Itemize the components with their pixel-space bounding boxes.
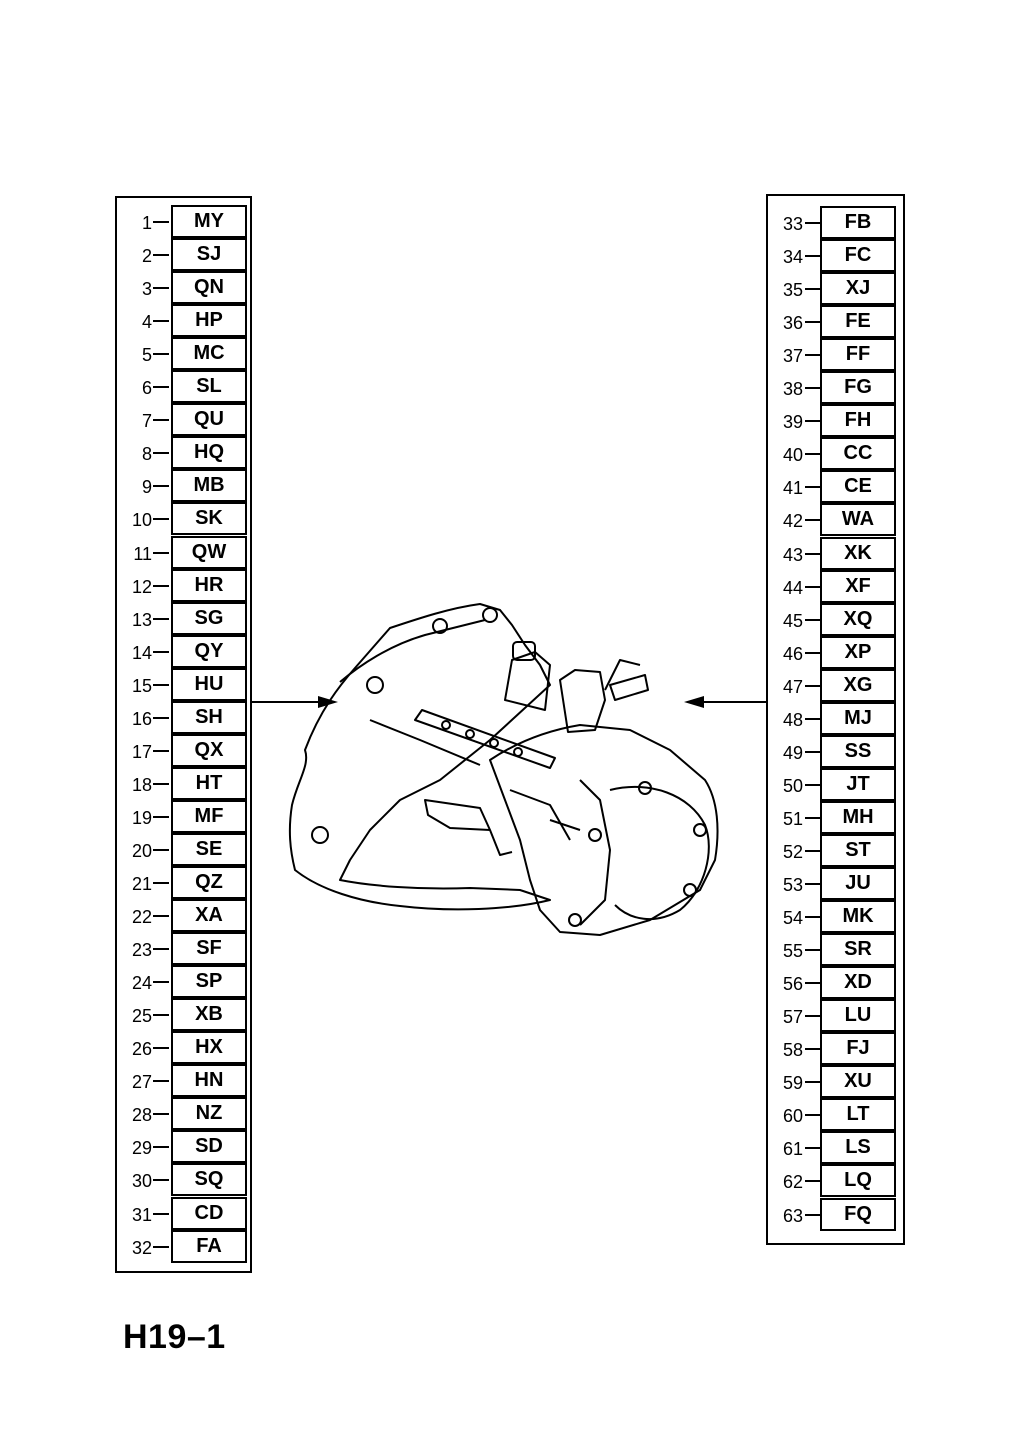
code-box: CE	[820, 470, 896, 503]
code-box: FF	[820, 338, 896, 371]
code-box: FH	[820, 404, 896, 437]
item-number: 32	[131, 1237, 152, 1258]
item-number: 62	[782, 1172, 803, 1193]
code-box: XB	[171, 998, 247, 1031]
item-number: 2	[141, 246, 152, 267]
item-number: 9	[141, 477, 152, 498]
gearbox-illustration	[250, 590, 730, 960]
item-number: 33	[782, 214, 803, 234]
item-number: 37	[782, 346, 803, 367]
lower-mount-arm	[425, 800, 490, 830]
bell-housing-outline	[290, 604, 550, 909]
item-number: 27	[131, 1072, 152, 1093]
item-number: 43	[782, 544, 803, 565]
code-box: SL	[171, 370, 247, 403]
code-box: FB	[820, 206, 896, 239]
item-number: 57	[782, 1007, 803, 1028]
item-number: 44	[782, 577, 803, 598]
code-box: HU	[171, 668, 247, 701]
code-box: XA	[171, 899, 247, 932]
mount-hole	[312, 827, 328, 843]
item-number: 61	[782, 1139, 803, 1160]
selector-housing	[560, 670, 605, 732]
code-box: FC	[820, 239, 896, 272]
item-number: 50	[782, 775, 803, 796]
code-box: XF	[820, 570, 896, 603]
code-box: MF	[171, 800, 247, 833]
item-number: 4	[141, 312, 152, 333]
item-number: 52	[782, 841, 803, 862]
code-box: CC	[820, 437, 896, 470]
code-box: XJ	[820, 272, 896, 305]
code-box: SF	[171, 932, 247, 965]
code-box: HT	[171, 767, 247, 800]
item-number: 5	[141, 345, 152, 366]
linkage-bar	[415, 710, 555, 768]
item-number: 17	[131, 741, 152, 762]
code-box: HR	[171, 569, 247, 602]
code-box: MB	[171, 469, 247, 502]
item-number: 41	[782, 478, 803, 499]
item-number: 39	[782, 412, 803, 433]
item-number: 10	[131, 510, 152, 531]
item-number: 13	[131, 609, 152, 630]
item-number: 28	[131, 1105, 152, 1126]
item-number: 49	[782, 742, 803, 763]
item-number: 42	[782, 511, 803, 532]
item-number: 26	[131, 1039, 152, 1060]
item-number: 56	[782, 974, 803, 995]
item-number: 38	[782, 379, 803, 400]
item-number: 46	[782, 643, 803, 664]
item-number: 51	[782, 808, 803, 829]
code-box: JU	[820, 867, 896, 900]
mount-hole	[483, 608, 497, 622]
code-box: XP	[820, 636, 896, 669]
code-box: HQ	[171, 436, 247, 469]
item-number: 18	[131, 774, 152, 795]
code-box: XD	[820, 966, 896, 999]
item-number: 53	[782, 875, 803, 895]
item-number: 36	[782, 313, 803, 334]
item-number: 47	[782, 676, 803, 697]
code-box: XK	[820, 537, 896, 570]
item-number: 31	[131, 1204, 152, 1225]
code-box: SE	[171, 833, 247, 866]
item-number: 29	[131, 1138, 152, 1159]
code-box: MH	[820, 801, 896, 834]
code-box: LT	[820, 1098, 896, 1131]
item-number: 58	[782, 1040, 803, 1061]
code-box: FA	[171, 1230, 247, 1263]
code-box: LQ	[820, 1164, 896, 1197]
end-cover	[610, 787, 709, 919]
code-box: SJ	[171, 238, 247, 271]
code-box: SQ	[171, 1163, 247, 1196]
item-number: 35	[782, 280, 803, 301]
code-box: QZ	[171, 866, 247, 899]
code-box: XU	[820, 1065, 896, 1098]
code-box: SG	[171, 602, 247, 635]
code-box: XQ	[820, 603, 896, 636]
code-box: ST	[820, 834, 896, 867]
item-number: 40	[782, 445, 803, 466]
item-number: 63	[782, 1205, 803, 1226]
code-box: LS	[820, 1131, 896, 1164]
item-number: 14	[131, 642, 152, 663]
code-box: JT	[820, 768, 896, 801]
code-box: SD	[171, 1130, 247, 1163]
code-box: CD	[171, 1197, 247, 1230]
item-number: 8	[141, 444, 152, 465]
item-number: 54	[782, 908, 803, 929]
item-number: 21	[131, 874, 152, 894]
code-box: SS	[820, 735, 896, 768]
item-number: 20	[131, 840, 152, 861]
item-number: 19	[131, 807, 152, 828]
code-box: MY	[171, 205, 247, 238]
mount-hole	[367, 677, 383, 693]
code-box: HX	[171, 1031, 247, 1064]
code-box: XG	[820, 669, 896, 702]
code-box: SR	[820, 933, 896, 966]
code-box: QW	[171, 536, 247, 569]
item-number: 45	[782, 610, 803, 631]
item-number: 24	[131, 973, 152, 994]
code-box: QN	[171, 271, 247, 304]
code-box: QX	[171, 734, 247, 767]
code-box: MK	[820, 900, 896, 933]
item-number: 3	[141, 279, 152, 300]
item-number: 12	[131, 576, 152, 597]
item-number: 6	[141, 378, 152, 399]
code-box: MJ	[820, 702, 896, 735]
code-box: SH	[171, 701, 247, 734]
code-box: NZ	[171, 1097, 247, 1130]
item-number: 30	[131, 1171, 152, 1192]
code-box: FJ	[820, 1032, 896, 1065]
page-code: H19–1	[123, 1318, 226, 1356]
item-number: 48	[782, 709, 803, 730]
item-number: 23	[131, 940, 152, 961]
item-number: 59	[782, 1073, 803, 1094]
code-box: HP	[171, 304, 247, 337]
code-box: WA	[820, 503, 896, 536]
code-box: FQ	[820, 1198, 896, 1231]
code-box: SP	[171, 965, 247, 998]
item-number: 15	[131, 675, 152, 696]
code-box: QU	[171, 403, 247, 436]
item-number: 60	[782, 1106, 803, 1127]
item-number: 1	[141, 213, 152, 233]
code-box: FG	[820, 371, 896, 404]
item-number: 7	[141, 411, 152, 432]
code-box: SK	[171, 502, 247, 535]
item-number: 11	[133, 543, 152, 564]
item-number: 22	[131, 907, 152, 928]
item-number: 34	[782, 247, 803, 268]
code-box: HN	[171, 1064, 247, 1097]
code-box: FE	[820, 305, 896, 338]
code-box: MC	[171, 337, 247, 370]
gear-case-outline	[490, 725, 718, 935]
item-number: 16	[131, 708, 152, 729]
item-number: 55	[782, 941, 803, 962]
code-box: QY	[171, 635, 247, 668]
code-box: LU	[820, 999, 896, 1032]
item-number: 25	[131, 1006, 152, 1027]
